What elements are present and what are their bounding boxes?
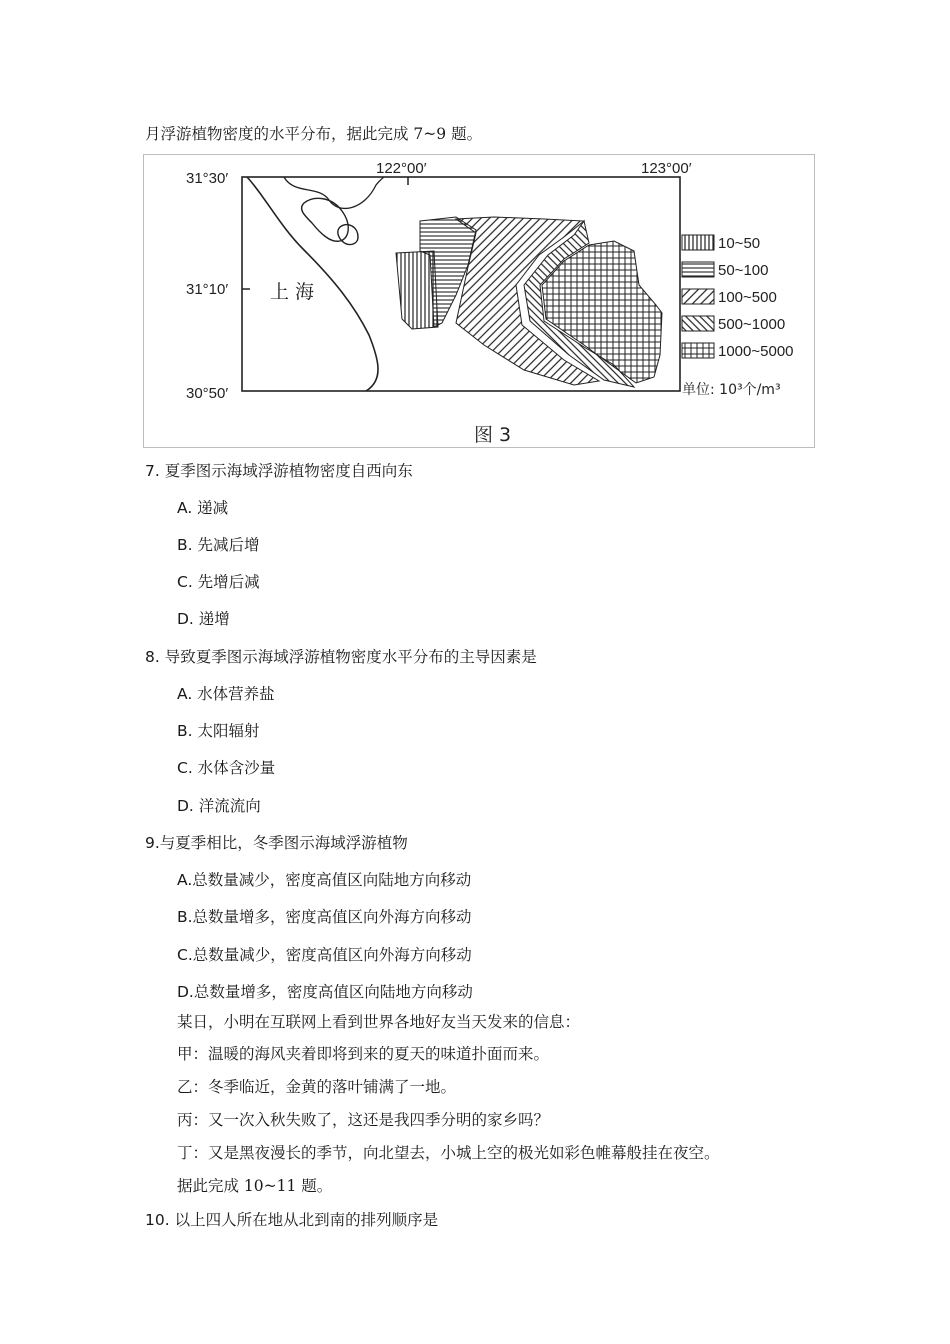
question-8-option-c[interactable]: C. 水体含沙量 [177, 759, 276, 777]
question-8-option-a[interactable]: A. 水体营养盐 [177, 685, 275, 703]
legend-label: 1000~5000 [718, 343, 794, 360]
question-9-option-a[interactable]: A.总数量减少，密度高值区向陆地方向移动 [177, 871, 472, 889]
passage-intro: 某日，小明在互联网上看到世界各地好友当天发来的信息： [177, 1013, 581, 1031]
question-7-option-d[interactable]: D. 递增 [177, 610, 230, 628]
legend-swatch-5 [682, 343, 714, 358]
passage-line-jia: 甲：温暖的海风夹着即将到来的夏天的味道扑面而来。 [177, 1045, 550, 1063]
question-7-option-c[interactable]: C. 先增后减 [177, 573, 260, 591]
question-10-stem: 10. 以上四人所在地从北到南的排列顺序是 [145, 1211, 439, 1229]
lon-label: 122°00′ [376, 160, 427, 177]
legend-swatch-2 [682, 262, 714, 277]
legend [682, 235, 794, 398]
lat-label: 30°50′ [186, 385, 229, 402]
legend-swatch-1 [682, 235, 714, 250]
question-7-option-b[interactable]: B. 先减后增 [177, 536, 260, 554]
map-svg [144, 155, 816, 449]
legend-label: 100~500 [718, 289, 777, 306]
legend-label: 500~1000 [718, 316, 786, 333]
question-9-option-b[interactable]: B.总数量增多，密度高值区向外海方向移动 [177, 908, 472, 926]
lat-label: 31°10′ [186, 281, 229, 298]
passage-line-bing: 丙：又一次入秋失败了，这还是我四季分明的家乡吗？ [177, 1111, 550, 1129]
figure-3-map [143, 154, 815, 448]
question-7-stem: 7. 夏季图示海域浮游植物密度自西向东 [145, 462, 413, 480]
lon-label: 123°00′ [641, 160, 692, 177]
passage-line-yi: 乙：冬季临近，金黄的落叶铺满了一地。 [177, 1078, 457, 1096]
place-label: 上 海 [270, 281, 315, 303]
question-9-option-c[interactable]: C.总数量减少，密度高值区向外海方向移动 [177, 946, 472, 964]
legend-label: 10~50 [718, 235, 761, 252]
legend-swatch-4 [682, 316, 714, 331]
question-9-option-d[interactable]: D.总数量增多，密度高值区向陆地方向移动 [177, 983, 473, 1001]
lat-label: 31°30′ [186, 170, 229, 187]
figure-caption: 图 3 [474, 424, 512, 446]
intro-text: 月浮游植物密度的水平分布，据此完成 7~9 题。 [145, 125, 483, 143]
question-8-stem: 8. 导致夏季图示海域浮游植物密度水平分布的主导因素是 [145, 648, 537, 666]
legend-swatch-3 [682, 289, 714, 304]
question-8-option-d[interactable]: D. 洋流流向 [177, 797, 261, 815]
legend-label: 50~100 [718, 262, 769, 279]
legend-unit: 单位: 10³个/m³ [682, 382, 781, 398]
question-7-option-a[interactable]: A. 递减 [177, 499, 229, 517]
question-9-stem: 9.与夏季相比，冬季图示海域浮游植物 [145, 834, 408, 852]
passage-instruction: 据此完成 10~11 题。 [177, 1177, 333, 1195]
passage-line-ding: 丁：又是黑夜漫长的季节，向北望去，小城上空的极光如彩色帷幕般挂在夜空。 [177, 1144, 720, 1162]
question-8-option-b[interactable]: B. 太阳辐射 [177, 722, 260, 740]
island-1 [302, 198, 349, 241]
